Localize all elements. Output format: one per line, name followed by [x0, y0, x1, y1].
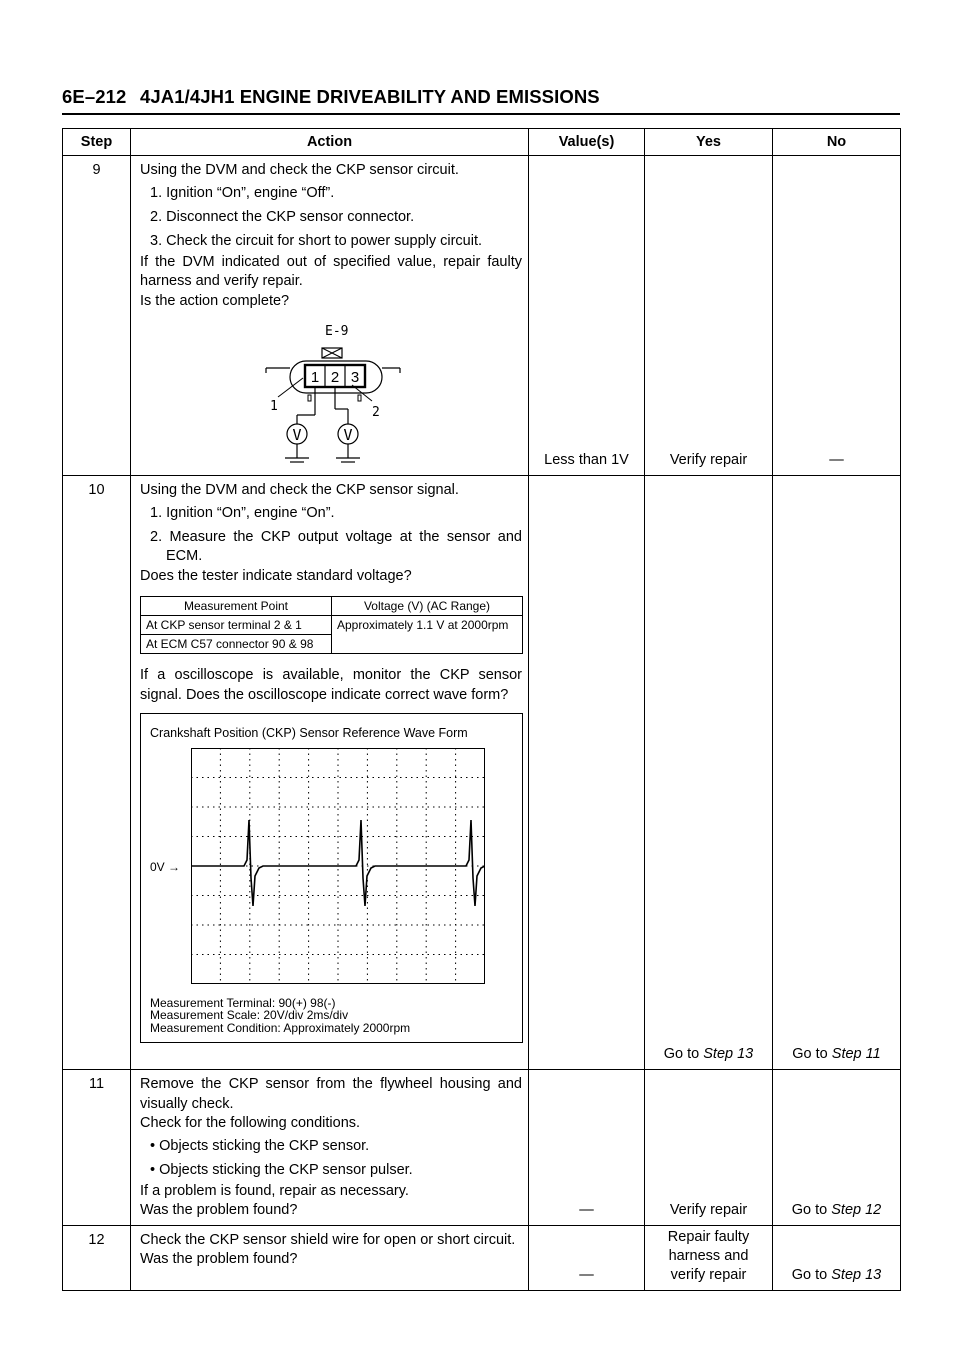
step-number: 9: [63, 156, 131, 476]
zero-volt-marker: 0V →: [150, 860, 181, 874]
page-header: [62, 86, 600, 108]
action-question: Was the problem found?: [140, 1251, 298, 1267]
action-line: Check the CKP sensor shield wire for open or short circuit.: [140, 1231, 516, 1248]
meas-header-voltage: Voltage (V) (AC Range): [332, 597, 523, 616]
action-question: Is the action complete?: [140, 292, 290, 309]
step-number: 12: [63, 1225, 131, 1290]
zero-volt-label: 0V: [150, 860, 165, 874]
column-header-yes: Yes: [645, 129, 773, 156]
value-cell: [529, 476, 645, 1070]
action-cell: [131, 1225, 529, 1290]
table-header-row: [63, 129, 901, 156]
meter-label: V: [343, 426, 353, 444]
goto-step: Step 12: [831, 1201, 882, 1218]
action-substep: 2. Disconnect the CKP sensor connector.: [150, 208, 415, 225]
table-row-step-10: [63, 476, 901, 1070]
ckp-wave-form-figure: [140, 713, 523, 1043]
value-cell: —: [529, 1070, 645, 1226]
value-cell: Less than 1V: [529, 156, 645, 476]
measurement-table: [140, 596, 523, 654]
no-cell: [773, 476, 901, 1070]
page-title: 4JA1/4JH1 ENGINE DRIVEABILITY AND EMISSIONS: [140, 86, 600, 107]
measurement-condition: Measurement Condition: Approximately 2000rpm: [150, 1020, 411, 1035]
no-cell: [773, 1225, 901, 1290]
action-line: If a problem is found, repair as necessary.: [140, 1182, 409, 1199]
column-header-values: Value(s): [529, 129, 645, 156]
action-substep: 3. Check the circuit for short to power supply circuit.: [150, 232, 483, 249]
action-substep: 1. Ignition “On”, engine “Off”.: [150, 184, 335, 201]
goto-prefix: Go to: [791, 1266, 832, 1283]
yes-cell: Verify repair: [645, 1070, 773, 1226]
meas-header-point: Measurement Point: [141, 597, 332, 616]
column-header-action: Action: [131, 129, 529, 156]
meas-point-ecm: At ECM C57 connector 90 & 98: [141, 635, 332, 654]
diagnostic-table: [62, 128, 901, 1291]
no-cell: —: [773, 156, 901, 476]
measurement-terminal: Measurement Terminal: 90(+) 98(-): [150, 995, 336, 1010]
step-number: 10: [63, 476, 131, 1070]
goto-prefix: Go to: [791, 1201, 832, 1218]
action-cell: [131, 156, 529, 476]
meter-label: V: [292, 426, 302, 444]
action-question: Was the problem found?: [140, 1202, 298, 1218]
page-number: 6E–212: [62, 86, 127, 107]
goto-step: Step 13: [703, 1046, 754, 1062]
pin-3-label: 3: [350, 369, 360, 386]
meas-voltage-value: Approximately 1.1 V at 2000rpm: [332, 616, 523, 654]
column-header-no: No: [773, 129, 901, 156]
table-row-step-12: [63, 1225, 901, 1290]
goto-step: Step 13: [831, 1266, 882, 1283]
goto-prefix: Go to: [792, 1046, 832, 1062]
column-header-step: Step: [63, 129, 131, 156]
pin-2-label: 2: [330, 369, 340, 386]
action-bullet: • Objects sticking the CKP sensor.: [150, 1137, 370, 1154]
action-line: Using the DVM and check the CKP sensor circuit.: [140, 162, 459, 178]
lead-1-label: 1: [270, 399, 278, 414]
header-rule: [62, 113, 900, 115]
action-question: If a oscilloscope is available, monitor the CKP sensor signal. Does the oscilloscope indicate correct wave form?: [140, 667, 522, 703]
action-cell: [131, 476, 529, 1070]
measurement-scale: Measurement Scale: 20V/div 2ms/div: [150, 1008, 349, 1022]
connector-label: E-9: [325, 324, 349, 339]
action-cell: [131, 1070, 529, 1226]
value-cell: —: [529, 1225, 645, 1290]
table-row-step-9: [63, 156, 901, 476]
action-bullet: • Objects sticking the CKP sensor pulser.: [150, 1161, 413, 1178]
action-line: If the DVM indicated out of specified value, repair faulty harness and verify repair.: [140, 253, 522, 289]
action-line: Check for the following conditions.: [140, 1115, 361, 1131]
meas-point-sensor: At CKP sensor terminal 2 & 1: [141, 616, 332, 635]
action-line: Remove the CKP sensor from the flywheel housing and visually check.: [140, 1076, 522, 1112]
table-row-step-11: [63, 1070, 901, 1226]
goto-step: Step 11: [831, 1046, 881, 1062]
action-substep: 2. Measure the CKP output voltage at the sensor and ECM.: [150, 528, 522, 564]
step-number: 11: [63, 1070, 131, 1226]
wave-form-title: Crankshaft Position (CKP) Sensor Reference Wave Form: [150, 726, 468, 740]
action-question: Does the tester indicate standard voltage?: [140, 567, 412, 584]
yes-cell: [645, 476, 773, 1070]
ckp-connector-diagram: [140, 321, 523, 471]
action-line: Using the DVM and check the CKP sensor signal.: [140, 482, 459, 498]
wave-form-footnote: [150, 997, 410, 1035]
ckp-signal-trace: [191, 820, 485, 906]
pin-1-label: 1: [310, 369, 320, 386]
yes-cell: Verify repair: [645, 156, 773, 476]
goto-prefix: Go to: [663, 1046, 704, 1062]
no-cell: [773, 1070, 901, 1226]
action-substep: 1. Ignition “On”, engine “On”.: [150, 504, 335, 521]
yes-cell: Repair faulty harness and verify repair: [645, 1225, 773, 1290]
lead-2-label: 2: [372, 405, 380, 420]
oscilloscope-grid: [191, 748, 485, 984]
